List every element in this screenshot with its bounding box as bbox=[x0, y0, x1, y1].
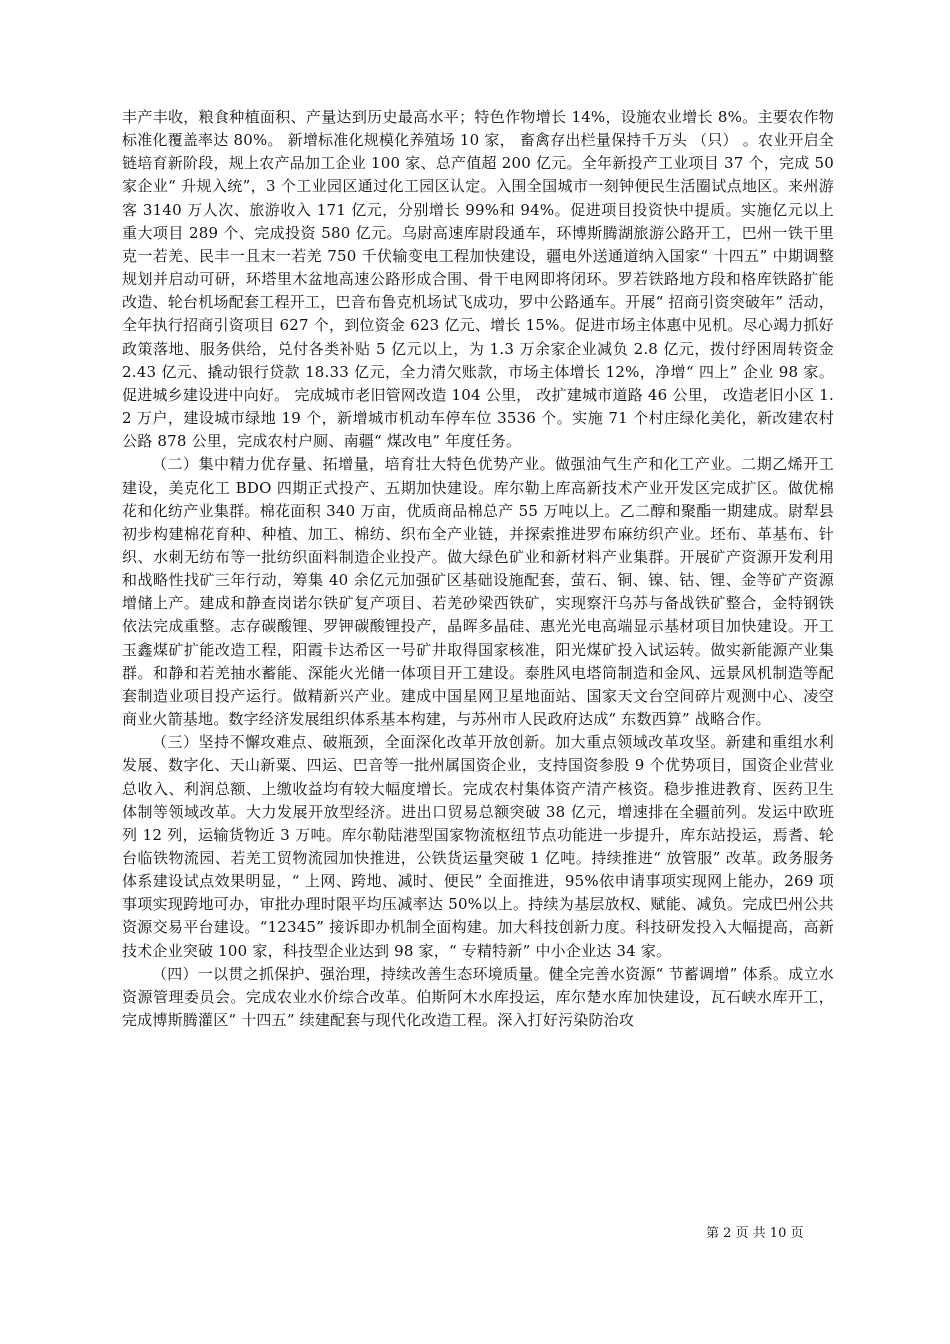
paragraph-section-2: （二）集中精力优存量、拓增量，培育壮大特色优势产业。做强油气生产和化工产业。二期乙烯开工建设，美克化工 BDO 四期正式投产、五期加快建设。库尔勒上库高新技术产业开发区完成扩区。做优棉花和化纺产业集群。棉花面积 340 万亩，优质商品棉总产 55 万吨以上。乙二醇和聚酯一期建成。尉犁县初步构建棉花育种、种植、加工、棉纺、织布全产业链，并探索推进罗布麻纺织产业。坯布、革基布、针织、水刺无纺布等一批纺织面料制造企业投产。做大绿色矿业和新材料产业集群。开展矿产资源开发利用和战略性找矿三年行动，筹集 40 余亿元加强矿区基础设施配套，萤石、铜、镍、钴、锂、金等矿产资源增储上产。建成和静查岗诺尔铁矿复产项目、若羌砂梁西铁矿，实现察汗乌苏与备战铁矿整合，金特钢铁依法完成重整。志存碳酸锂、罗钾碳酸锂投产，晶晖多晶硅、惠光光电高端显示基材项目加快建设。开工玉鑫煤矿扩能改造工程，阳霞卡达希区一号矿井取得国家核准，阳光煤矿投入试运转。做实新能源产业集群。和静和若羌抽水蓄能、深能火光储一体项目开工建设。泰胜风电塔筒制造和金风、远景风机制造等配套制造业项目投产运行。做精新兴产业。建成中国星网卫星地面站、国家天文台空间碎片观测中心、凌空商业火箭基地。数字经济发展组织体系基本构建，与苏州市人民政府达成“ 东数西算” 战略合作。 bbox=[122, 455, 834, 729]
document-body bbox=[122, 106, 834, 1032]
paragraph-section-4: （四）一以贯之抓保护、强治理，持续改善生态环境质量。健全完善水资源“ 节蓄调增” 体系。成立水资源管理委员会。完成农业水价综合改革。伯斯阿木水库投运，库尔楚水库加快建设，瓦石峡水库开工，完成博斯腾灌区“ 十四五” 续建配套与现代化改造工程。深入打好污染防治攻 bbox=[122, 964, 834, 1030]
page-number-footer: 第 2 页 共 10 页 bbox=[706, 1226, 804, 1241]
paragraph-section-3: （三）坚持不懈攻难点、破瓶颈，全面深化改革开放创新。加大重点领域改革攻坚。新建和重组水利发展、数字化、天山新粟、四运、巴音等一批州属国资企业，支持国资参股 9 个优势项目，国资企业营业总收入、利润总额、上缴收益均有较大幅度增长。完成农村集体资产清产核资。稳步推进教育、医药卫生体制等领域改革。大力发展开放型经济。进出口贸易总额突破 38 亿元，增速排在全疆前列。发运中欧班列 12 列，运输货物近 3 万吨。库尔勒陆港型国家物流枢纽节点功能进一步提升，库东站投运，焉耆、轮台临铁物流园、若羌工贸物流园加快推进，公铁货运量突破 1 亿吨。持续推进“ 放管服” 改革。政务服务体系建设试点效果明显，“ 上网、跨地、减时、便民” 全面推进，95%依申请事项实现网上能办，269 项事项实现跨地可办，审批办理时限平均压减率达 50%以上。持续为基层放权、赋能、减负。完成巴州公共资源交易平台建设。“12345” 接诉即办机制全面构建。加大科技创新力度。科技研发投入大幅提高，高新技术企业突破 100 家，科技型企业达到 98 家，“ 专精特新” 中小企业达 34 家。 bbox=[122, 733, 834, 960]
paragraph-continuation: 丰产丰收，粮食种植面积、产量达到历史最高水平；特色作物增长 14%，设施农业增长 8%。主要农作物标准化覆盖率达 80%。 新增标准化规模化养殖场 10 家， 畜禽存出栏量保持千万头 （只） 。农业开启全链培育新阶段，规上农产品加工企业 100 家、总产值超 200 亿元。全年新投产工业项目 37 个，完成 50 家企业“ 升规入统”，3 个工业园区通过化工园区认定。入围全国城市一刻钟便民生活圈试点地区。来州游客 3140 万人次、旅游收入 171 亿元，分别增长 99%和 94%。促进项目投资快中提质。实施亿元以上重大项目 289 个、完成投资 580 亿元。乌尉高速库尉段通车，环博斯腾湖旅游公路开工，巴州一铁干里克一若羌、民丰一且末一若羌 750 千伏输变电工程加快建设，疆电外送通道纳入国家“ 十四五” 中期调整规划并启动可研，环塔里木盆地高速公路形成合围、骨干电网即将闭环。罗若铁路地方段和格库铁路扩能改造、轮台机场配套工程开工，巴音布鲁克机场试飞成功，罗中公路通车。开展“ 招商引资突破年” 活动，全年执行招商引资项目 627 个，到位资金 623 亿元、增长 15%。促进市场主体惠中见机。尽心竭力抓好政策落地、服务供给，兑付各类补贴 5 亿元以上，为 1.3 万余家企业减负 2.8 亿元，拨付纾困周转资金 2.43 亿元、撬动银行贷款 18.33 亿元，全力清欠账款，市场主体增长 12%，净增“ 四上” 企业 98 家。促进城乡建设进中向好。 完成城市老旧管网改造 104 公里， 改扩建城市道路 46 公里， 改造老旧小区 1.2 万户，建设城市绿地 19 个，新增城市机动车停车位 3536 个。实施 71 个村庄绿化美化，新改建农村公路 878 公里，完成农村户厕、南疆“ 煤改电” 年度任务。 bbox=[122, 108, 834, 451]
